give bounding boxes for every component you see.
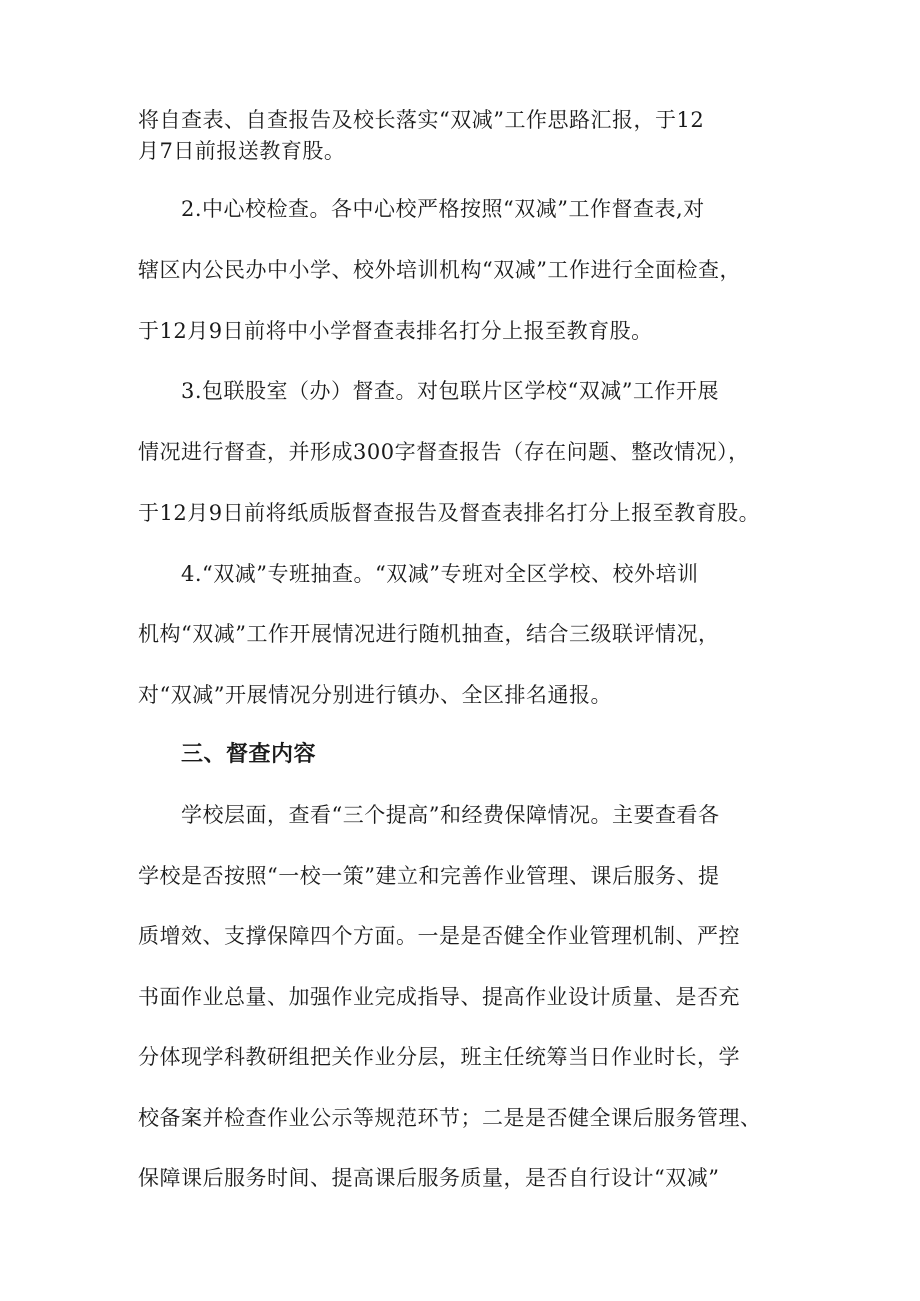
paragraph-line: 机构“双减”工作开展情况进行随机抽查，结合三级联评情况，: [138, 622, 720, 646]
paragraph-line: 质增效、支撑保障四个方面。一是是否健全作业管理机制、严控: [138, 924, 740, 948]
paragraph-line: 校备案并检查作业公示等规范环节；二是是否健全课后服务管理、: [138, 1106, 762, 1130]
paragraph-line: 4.“双减”专班抽查。“双减”专班对全区学校、校外培训: [181, 562, 699, 586]
paragraph-line: 分体现学科教研组把关作业分层，班主任统筹当日作业时长，学: [138, 1045, 740, 1069]
section-heading: 三、督查内容: [181, 742, 317, 767]
paragraph-line: 月7日前报送教育股。: [138, 139, 346, 163]
paragraph-line: 对“双减”开展情况分别进行镇办、全区排名通报。: [138, 683, 612, 707]
paragraph-line: 于12月9日前将中小学督查表排名打分上报至教育股。: [138, 319, 653, 343]
paragraph-line: 将自查表、自查报告及校长落实“双减”工作思路汇报，于12: [138, 108, 705, 132]
paragraph-line: 保障课后服务时间、提高课后服务质量，是否自行设计“双减”: [138, 1166, 720, 1190]
paragraph-line: 学校是否按照“一校一策”建立和完善作业管理、课后服务、提: [138, 864, 720, 888]
paragraph-line: 情况进行督查，并形成300字督查报告（存在问题、整改情况），: [138, 440, 750, 464]
paragraph-line: 学校层面，查看“三个提高”和经费保障情况。主要查看各: [181, 803, 720, 827]
paragraph-line: 辖区内公民办中小学、校外培训机构“双减”工作进行全面检查，: [138, 258, 741, 282]
paragraph-line: 书面作业总量、加强作业完成指导、提高作业设计质量、是否充: [138, 985, 740, 1009]
paragraph-line: 2.中心校检查。各中心校严格按照“双减”工作督查表,对: [181, 197, 705, 221]
paragraph-line: 于12月9日前将纸质版督查报告及督查表排名打分上报至教育股。: [138, 501, 761, 525]
paragraph-line: 3.包联股室（办）督查。对包联片区学校“双减”工作开展: [181, 379, 720, 403]
